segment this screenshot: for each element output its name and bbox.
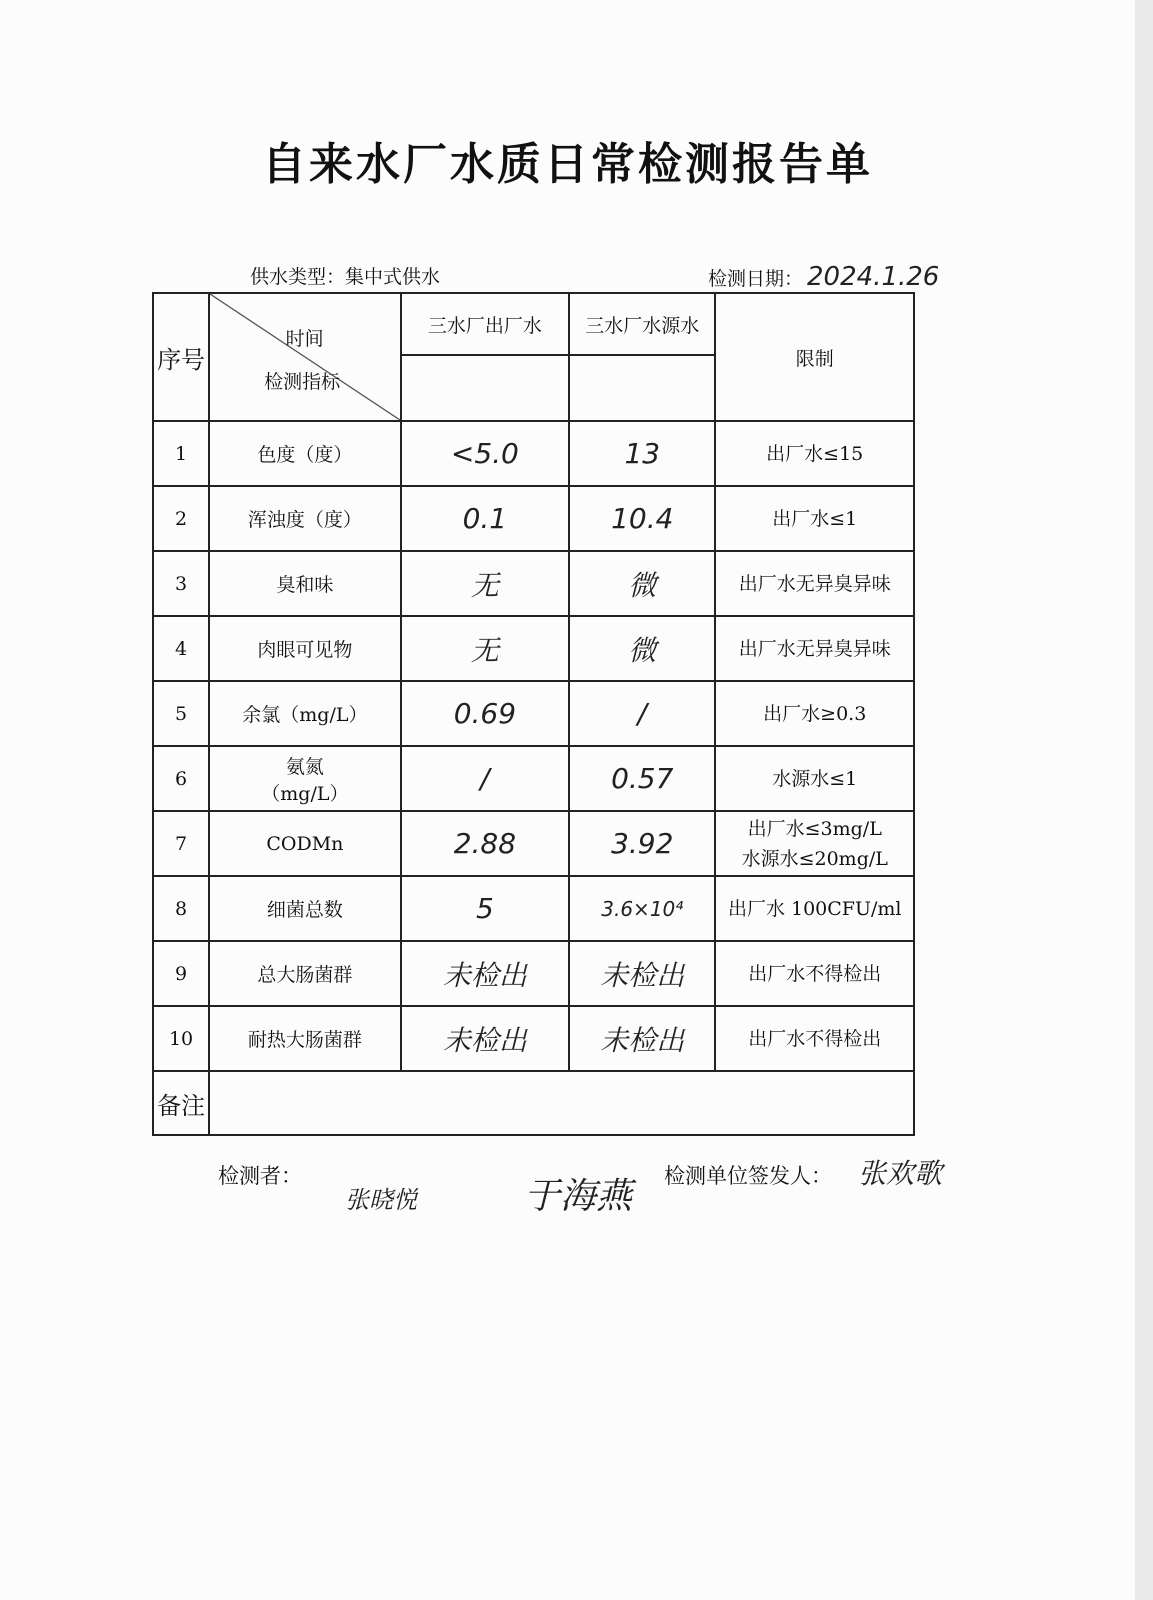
report-table bbox=[152, 292, 915, 1136]
issuer-signature: 张欢歌 bbox=[858, 1157, 943, 1190]
test-date-label: 检测日期： bbox=[708, 268, 804, 290]
row-limit: 出厂水不得检出 bbox=[715, 941, 914, 1006]
row-value-b: 微 bbox=[569, 551, 715, 616]
row-value-b: 10.4 bbox=[569, 486, 715, 551]
row-indicator-line1: 氨氮 bbox=[285, 755, 324, 778]
row-value-a: / bbox=[401, 746, 569, 811]
row-value-b: 未检出 bbox=[569, 941, 715, 1006]
row-value-b: 3.6×10⁴ bbox=[569, 876, 715, 941]
header-seq: 序号 bbox=[153, 293, 209, 421]
row-value-a: 0.1 bbox=[401, 486, 569, 551]
supply-type bbox=[250, 262, 440, 289]
table-row bbox=[153, 811, 914, 876]
row-indicator: 浑浊度（度） bbox=[209, 486, 401, 551]
row-indicator: CODMn bbox=[209, 811, 401, 876]
test-date bbox=[708, 262, 939, 292]
header-col-a: 三水厂出厂水 bbox=[401, 293, 569, 355]
row-limit: 出厂水≤15 bbox=[715, 421, 914, 486]
row-seq: 6 bbox=[153, 746, 209, 811]
row-limit-line2: 水源水≤20mg/L bbox=[741, 847, 888, 870]
row-limit: 出厂水无异臭异味 bbox=[715, 616, 914, 681]
header-limit: 限制 bbox=[715, 293, 914, 421]
row-value-b: 13 bbox=[569, 421, 715, 486]
row-indicator: 色度（度） bbox=[209, 421, 401, 486]
row-seq: 4 bbox=[153, 616, 209, 681]
inspector-signature-2: 于海燕 bbox=[524, 1176, 633, 1217]
remarks-value bbox=[209, 1071, 914, 1135]
row-limit: 水源水≤1 bbox=[715, 746, 914, 811]
header-col-b: 三水厂水源水 bbox=[569, 293, 715, 355]
row-indicator: 细菌总数 bbox=[209, 876, 401, 941]
row-value-b: 未检出 bbox=[569, 1006, 715, 1071]
row-value-a: 未检出 bbox=[401, 941, 569, 1006]
test-date-value: 2024.1.26 bbox=[807, 262, 940, 292]
row-seq: 7 bbox=[153, 811, 209, 876]
row-value-b: / bbox=[569, 681, 715, 746]
row-indicator-line2: （mg/L） bbox=[261, 782, 349, 805]
issuer-label: 检测单位签发人： bbox=[664, 1164, 832, 1188]
row-limit: 出厂水不得检出 bbox=[715, 1006, 914, 1071]
table-row bbox=[153, 421, 914, 486]
row-value-a: 未检出 bbox=[401, 1006, 569, 1071]
row-value-a: 无 bbox=[401, 551, 569, 616]
header-col-a-blank bbox=[401, 355, 569, 421]
row-seq: 5 bbox=[153, 681, 209, 746]
table-row bbox=[153, 1006, 914, 1071]
row-limit-line1: 出厂水≤3mg/L bbox=[747, 817, 882, 840]
row-seq: 1 bbox=[153, 421, 209, 486]
row-value-b: 3.92 bbox=[569, 811, 715, 876]
row-seq: 10 bbox=[153, 1006, 209, 1071]
row-indicator bbox=[209, 746, 401, 811]
table-row bbox=[153, 681, 914, 746]
row-indicator: 耐热大肠菌群 bbox=[209, 1006, 401, 1071]
row-limit: 出厂水 100CFU/ml bbox=[715, 876, 914, 941]
supply-type-label: 供水类型： bbox=[250, 266, 346, 288]
row-value-a: <5.0 bbox=[401, 421, 569, 486]
row-value-b: 微 bbox=[569, 616, 715, 681]
row-value-b: 0.57 bbox=[569, 746, 715, 811]
remarks-row bbox=[153, 1071, 914, 1135]
table-row bbox=[153, 486, 914, 551]
header-indicator: 检测指标 bbox=[264, 371, 341, 393]
row-value-a: 2.88 bbox=[401, 811, 569, 876]
header-diagonal-cell bbox=[209, 293, 401, 421]
row-limit: 出厂水≥0.3 bbox=[715, 681, 914, 746]
table-header-row bbox=[153, 293, 914, 355]
remarks-label: 备注 bbox=[153, 1071, 209, 1135]
row-indicator: 总大肠菌群 bbox=[209, 941, 401, 1006]
page-title: 自来水厂水质日常检测报告单 bbox=[262, 139, 873, 190]
inspector-label: 检测者： bbox=[218, 1164, 302, 1188]
inspector-signature-1: 张晓悦 bbox=[345, 1186, 417, 1214]
row-seq: 9 bbox=[153, 941, 209, 1006]
header-col-b-blank bbox=[569, 355, 715, 421]
header-time: 时间 bbox=[285, 328, 324, 350]
row-indicator: 肉眼可见物 bbox=[209, 616, 401, 681]
row-value-a: 5 bbox=[401, 876, 569, 941]
row-value-a: 无 bbox=[401, 616, 569, 681]
row-limit: 出厂水无异臭异味 bbox=[715, 551, 914, 616]
row-indicator: 臭和味 bbox=[209, 551, 401, 616]
table-row bbox=[153, 876, 914, 941]
row-value-a: 0.69 bbox=[401, 681, 569, 746]
row-limit bbox=[715, 811, 914, 876]
table-row bbox=[153, 746, 914, 811]
table-row bbox=[153, 551, 914, 616]
row-indicator: 余氯（mg/L） bbox=[209, 681, 401, 746]
row-seq: 8 bbox=[153, 876, 209, 941]
supply-type-value: 集中式供水 bbox=[345, 266, 441, 288]
table-row bbox=[153, 616, 914, 681]
row-seq: 3 bbox=[153, 551, 209, 616]
row-seq: 2 bbox=[153, 486, 209, 551]
table-row bbox=[153, 941, 914, 1006]
row-limit: 出厂水≤1 bbox=[715, 486, 914, 551]
